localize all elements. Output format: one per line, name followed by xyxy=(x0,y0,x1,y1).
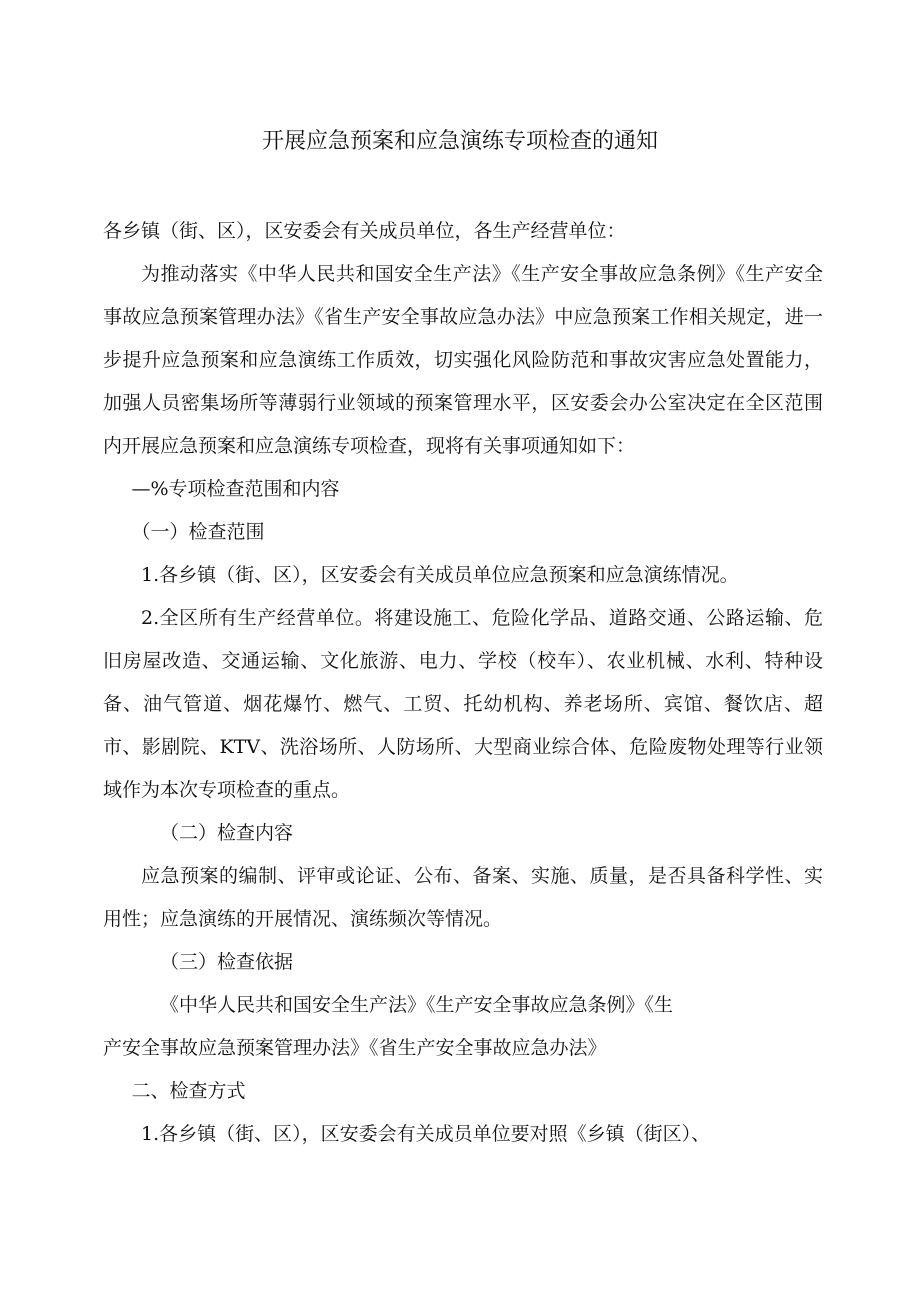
scope-item-1: 1.各乡镇（街、区），区安委会有关成员单位应急预案和应急演练情况。 xyxy=(141,564,739,586)
document-body xyxy=(103,210,823,1156)
subheading-content: （二）检查内容 xyxy=(160,822,294,844)
subheading-scope: （一）检查范围 xyxy=(131,521,265,543)
document-title: 开展应急预案和应急演练专项检查的通知 xyxy=(261,129,658,154)
scope-item-2: 2.全区所有生产经营单位。将建设施工、危险化学品、道路交通、公路运输、危旧房屋改造、交通运输、文化旅游、电力、学校（校车）、农业机械、水利、特种设备、油气管道、烟花爆竹、燃气、工贸、托幼机构、养老场所、宾馆、餐饮店、超市、影剧院、KTV、洗浴场所、人防场所、大型商业综合体、危险废物处理等行业领域作为本次专项检查的重点。 xyxy=(103,607,823,801)
subheading-basis: （三）检查依据 xyxy=(160,951,294,973)
intro-paragraph: 为推动落实《中华人民共和国安全生产法》《生产安全事故应急条例》《生产安全事故应急预案管理办法》《省生产安全事故应急办法》中应急预案工作相关规定，进一步提升应急预案和应急演练工作质效，切实强化风险防范和事故灾害应急处置能力，加强人员密集场所等薄弱行业领域的预案管理水平，区安委会办公室决定在全区范围内开展应急预案和应急演练专项检查，现将有关事项通知如下： xyxy=(103,263,823,457)
method-item-1: 1.各乡镇（街、区），区安委会有关成员单位要对照《乡镇（街区）、 xyxy=(141,1123,711,1145)
basis-line-1: 《中华人民共和国安全生产法》《生产安全事故应急条例》《生 xyxy=(160,994,674,1016)
salutation-paragraph: 各乡镇（街、区），区安委会有关成员单位，各生产经营单位： xyxy=(103,220,626,242)
section-heading-2: 二、检查方式 xyxy=(131,1080,246,1102)
section-heading-1: —%专项检查范围和内容 xyxy=(131,478,340,500)
basis-line-2: 产安全事故应急预案管理办法》《省生产安全事故应急办法》 xyxy=(103,1037,607,1059)
content-paragraph: 应急预案的编制、评审或论证、公布、备案、实施、质量，是否具备科学性、实用性；应急演练的开展情况、演练频次等情况。 xyxy=(103,865,823,930)
